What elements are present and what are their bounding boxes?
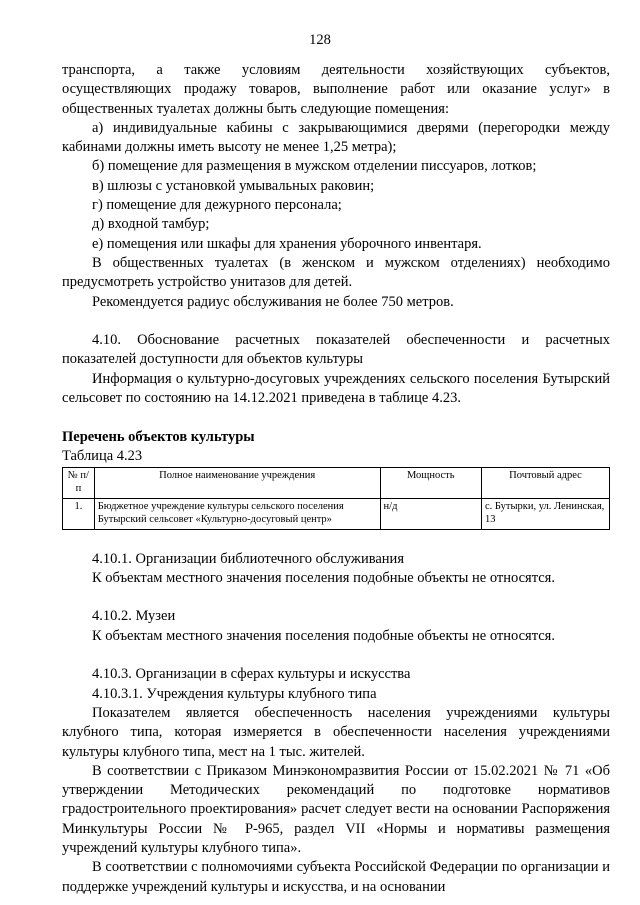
paragraph: Показателем является обеспеченность населения учреждениями культуры клубного типа, которая измеряется в обеспеченности населения учреждениями культуры клубного типа, мест на 1 тыс. жителей. — [62, 704, 610, 760]
paragraph: Информация о культурно-досуговых учреждениях сельского поселения Бутырский сельсовет по состоянию на 14.12.2021 приведена в таблице 4.23. — [62, 370, 610, 407]
header-address: Почтовый адрес — [481, 468, 609, 499]
list-item-b: б) помещение для размещения в мужском отделении писсуаров, лотков; — [92, 158, 537, 175]
paragraph: В соответствии с полномочиями субъекта Российской Федерации по организации и поддержке учреждений культуры и искусства, и на основании — [62, 859, 610, 895]
table-header-row — [63, 468, 610, 499]
section-heading-4-10-1: 4.10.1. Организации библиотечного обслуживания — [92, 550, 404, 567]
paragraph: К объектам местного значения поселения подобные объекты не относятся. — [92, 569, 555, 586]
page-number: 128 — [309, 32, 331, 48]
table-title: Перечень объектов культуры — [62, 428, 255, 445]
objects-table — [62, 467, 610, 530]
cell-name: Бюджетное учреждение культуры сельского поселения Бутырский сельсовет «Культурно-досуговый центр» — [94, 499, 380, 530]
cell-power: н/д — [380, 499, 481, 530]
section-heading-4-10: 4.10. Обоснование расчетных показателей обеспеченности и расчетных показателей доступности для объектов культуры — [62, 332, 610, 368]
table-number: Таблица 4.23 — [62, 447, 143, 464]
list-item-f: е) помещения или шкафы для хранения уборочного инвентаря. — [92, 235, 482, 252]
paragraph: В общественных туалетах (в женском и мужском отделениях) необходимо предусмотреть устройство унитазов для детей. — [62, 254, 610, 291]
section-heading-4-10-3: 4.10.3. Организации в сферах культуры и искусства — [92, 666, 411, 683]
list-item-e: д) входной тамбур; — [92, 216, 210, 233]
header-name: Полное наименование учреждения — [94, 468, 380, 499]
header-power: Мощность — [380, 468, 481, 499]
document-body — [62, 61, 610, 897]
list-item-d: г) помещение для дежурного персонала; — [92, 197, 342, 214]
section-heading-4-10-2: 4.10.2. Музеи — [92, 608, 176, 625]
paragraph: В соответствии с Приказом Минэкономразвития России от 15.02.2021 № 71 «Об утверждении Методических рекомендаций по подготовке нормативов градостроительного проектирования» расчет следует вести на основании Распоряжения Минкультуры России № Р-965, раздел VII «Нормы и нормативы размещения учреждений культуры клубного типа». — [62, 762, 610, 856]
list-item-c: в) шлюзы с установкой умывальных раковин; — [92, 177, 375, 194]
cell-address: с. Бутырки, ул. Ленинская, 13 — [481, 499, 609, 530]
paragraph: К объектам местного значения поселения подобные объекты не относятся. — [92, 627, 555, 644]
table-row — [63, 499, 610, 530]
cell-num: 1. — [63, 499, 95, 530]
paragraph: Рекомендуется радиус обслуживания не более 750 метров. — [92, 293, 454, 310]
list-item-a: а) индивидуальные кабины с закрывающимися дверями (перегородки между кабинами должны иметь высоту не менее 1,25 метра); — [62, 119, 610, 156]
header-num: № п/п — [63, 468, 95, 499]
paragraph: транспорта, а также условиям деятельности хозяйствующих субъектов, осуществляющих продажу товаров, выполнение работ или оказание услуг» в общественных туалетах должны быть следующие помещения: — [62, 62, 610, 117]
subsection-heading-4-10-3-1: 4.10.3.1. Учреждения культуры клубного типа — [92, 685, 377, 702]
